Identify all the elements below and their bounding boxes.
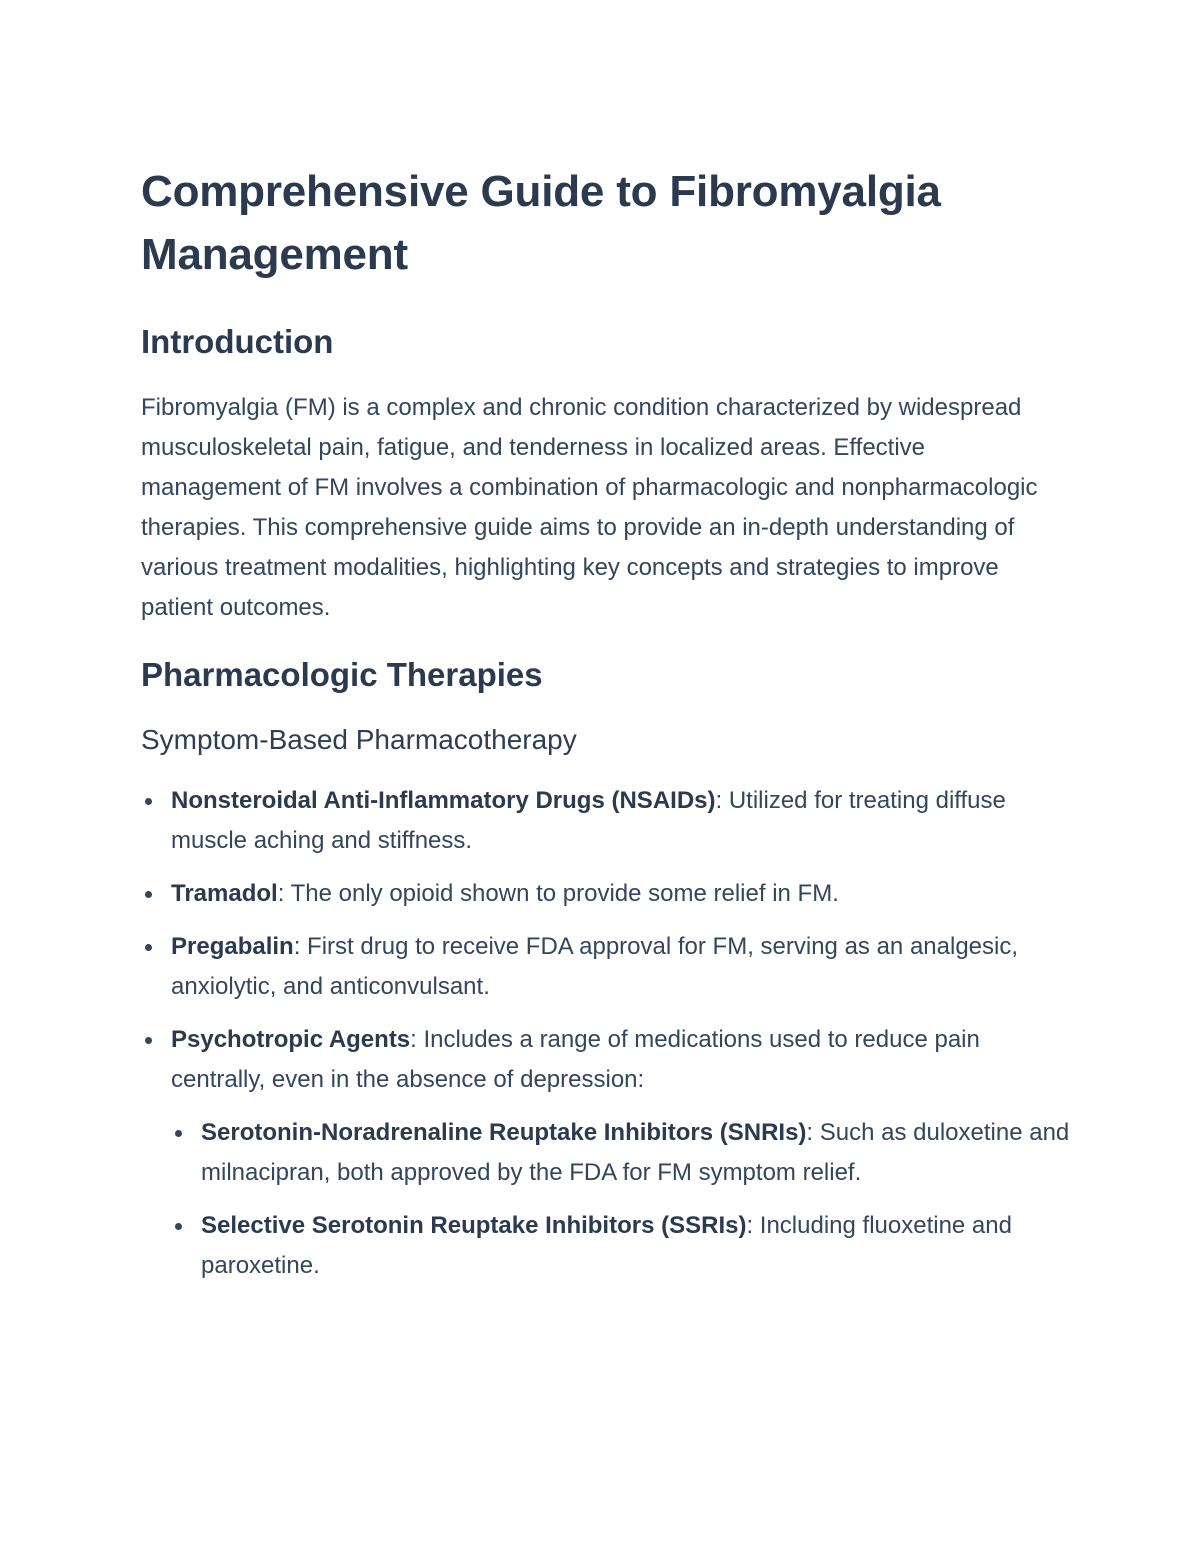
list-item-text: : Including fluoxetine and paroxetine.	[201, 1212, 1012, 1279]
page-title: Comprehensive Guide to Fibromyalgia Management	[141, 167, 941, 279]
list-item	[171, 874, 1071, 914]
bullet-icon	[145, 798, 152, 805]
bullet-icon	[145, 944, 152, 951]
nested-list-item	[201, 1113, 1071, 1193]
list-item-term: Tramadol	[171, 880, 278, 907]
list-item-term: Serotonin-Noradrenaline Reuptake Inhibitors (SNRIs)	[201, 1119, 807, 1146]
list-item-text: : Such as duloxetine and milnacipran, both approved by the FDA for FM symptom relief.	[201, 1119, 1070, 1186]
bullet-icon	[175, 1130, 182, 1137]
list-item	[171, 927, 1071, 1007]
list-item-text: : The only opioid shown to provide some relief in FM.	[277, 880, 839, 907]
nested-list-item	[201, 1206, 1071, 1286]
pharm-heading: Pharmacologic Therapies	[141, 656, 543, 693]
pharm-list	[141, 781, 1071, 1286]
list-item-term: Selective Serotonin Reuptake Inhibitors (SSRIs)	[201, 1212, 747, 1239]
pharm-subheading: Symptom-Based Pharmacotherapy	[141, 724, 577, 755]
intro-paragraph: Fibromyalgia (FM) is a complex and chronic condition characterized by widespread musculoskeletal pain, fatigue, and tenderness in localized areas. Effective management of FM involves a combination of pharmacologic and nonpharmacologic therapies. This comprehensive guide aims to provide an in-depth understanding of various treatment modalities, highlighting key concepts and strategies to improve patient outcomes.	[141, 394, 1038, 621]
bullet-icon	[175, 1223, 182, 1230]
bullet-icon	[145, 1037, 152, 1044]
intro-heading: Introduction	[141, 323, 334, 360]
list-item-text: : First drug to receive FDA approval for FM, serving as an analgesic, anxiolytic, and anticonvulsant.	[171, 933, 1019, 1000]
list-item-text: : Includes a range of medications used to reduce pain centrally, even in the absence of depression:	[171, 1026, 980, 1093]
list-item	[171, 1020, 1071, 1286]
list-item	[171, 781, 1071, 861]
list-item-term: Pregabalin	[171, 933, 294, 960]
list-item-text: : Utilized for treating diffuse muscle aching and stiffness.	[171, 787, 1006, 854]
nested-list	[171, 1113, 1071, 1286]
document-page	[141, 160, 1071, 1286]
bullet-icon	[145, 891, 152, 898]
list-item-term: Psychotropic Agents	[171, 1026, 411, 1053]
list-item-term: Nonsteroidal Anti-Inflammatory Drugs (NSAIDs)	[171, 787, 716, 814]
